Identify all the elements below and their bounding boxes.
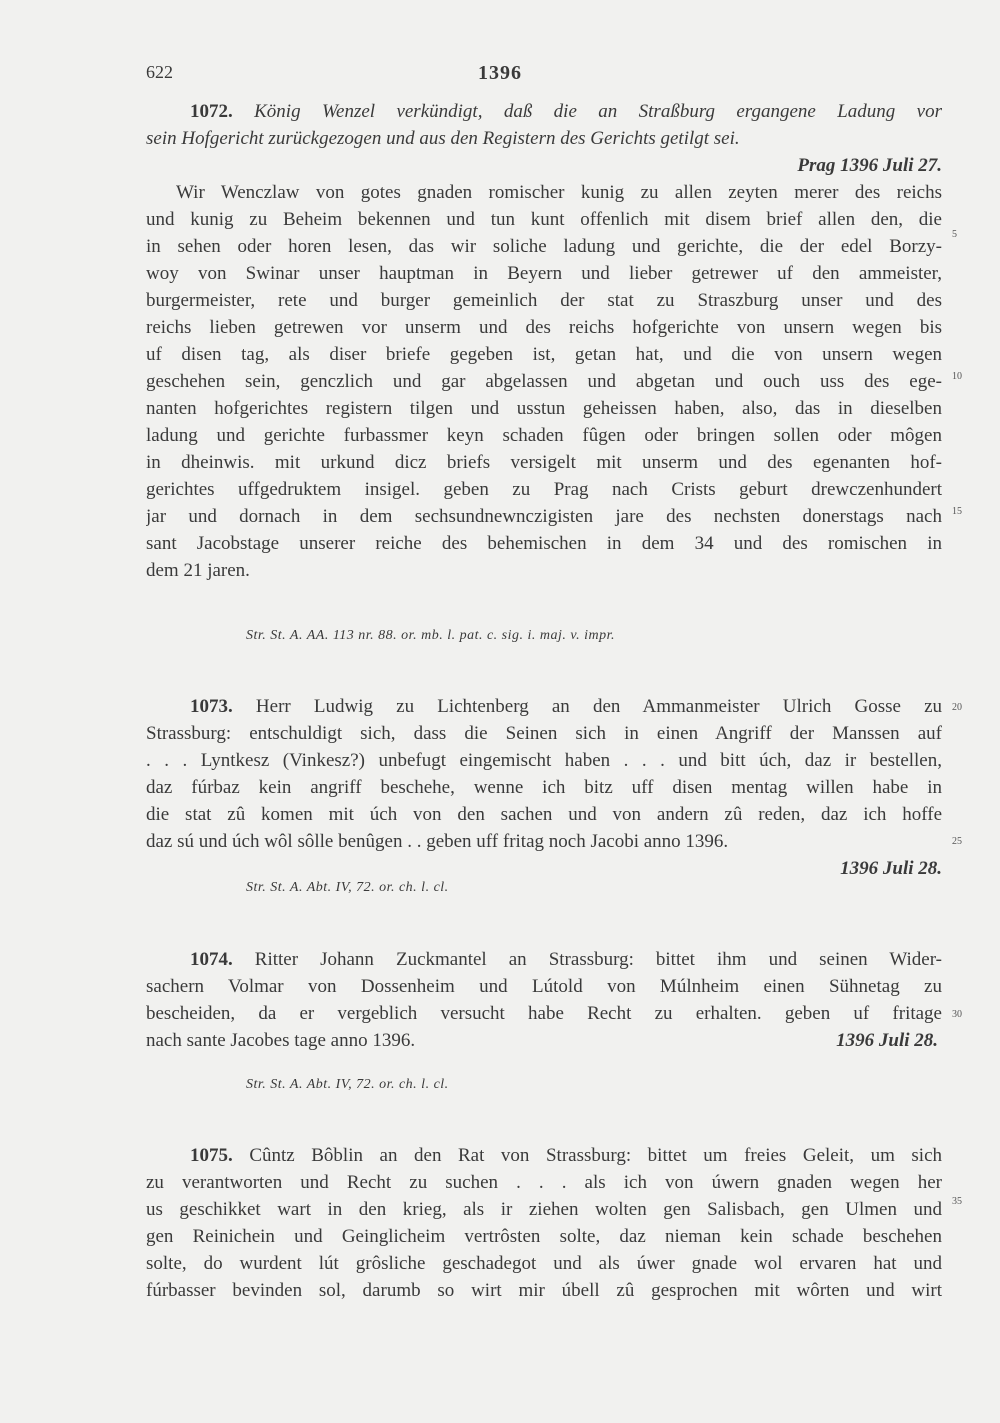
text-line: uf disen tag, als diser briefe gegeben ist, getan hat, und die von unsern wegen [146,344,942,365]
entry-date: Prag 1396 Juli 27. [797,155,942,176]
text-line: zu verantworten und Recht zu suchen . . . als ich von úwern gnaden wegen her [146,1172,942,1193]
text-line: bescheiden, da er vergeblich versucht habe Recht zu erhalten. geben uf fritage [146,1003,942,1024]
text-line: die stat zû komen mit úch von den sachen und von andern zû reden, daz ich hoffe [146,804,942,825]
text-line: fúrbasser bevinden sol, darumb so wirt mir úbell zû gesprochen mit wôrten und wirt [146,1280,942,1301]
margin-line-number: 30 [952,1009,962,1020]
entry-date: 1396 Juli 28. [836,1030,938,1051]
margin-line-number: 25 [952,836,962,847]
entry-number: 1073. [190,696,233,717]
text-line: burgermeister, rete und burger gemeinlich der stat zu Straszburg unser und des [146,290,942,311]
text-line: daz sú und úch wôl sôlle benûgen . . geben uff fritag noch Jacobi anno 1396. [146,831,729,852]
margin-line-number: 5 [952,229,957,240]
entry-1074 [146,946,942,1054]
running-header-year: 1396 [478,62,522,84]
text-line: sant Jacobstage unserer reiche des behemischen in dem 34 und des romischen in [146,533,942,554]
text-line: 1075. Cûntz Bôblin an den Rat von Strassburg: bittet um freies Geleit, um sich [190,1145,942,1166]
text-line: gen Reinichein und Geinglicheim vertrôsten solte, daz nieman kein schade beschehen [146,1226,942,1247]
text-line: in sehen oder horen lesen, das wir soliche ladung und gerichte, die der edel Borzy- [146,236,942,257]
text-line: us geschikket wart in den krieg, als ir ziehen wolten gen Salisbach, gen Ulmen und [146,1199,942,1220]
text-line: woy von Swinar unser hauptman in Beyern und lieber getrewer uf den ammeister, [146,263,942,284]
text-line: Wir Wenczlaw von gotes gnaden romischer kunig zu allen zeyten merer des reichs [176,182,942,203]
entry-number: 1072. [190,101,233,122]
text-line: ladung und gerichte furbassmer keyn schaden fûgen oder bringen sollen oder môgen [146,425,942,446]
text-line: reichs lieben getrewen vor unserm und des reichs hofgerichte von unsern wegen bis [146,317,942,338]
text-line: und kunig zu Beheim bekennen und tun kunt offenlich mit disem brief allen den, die [146,209,942,230]
text-line: Strassburg: entschuldigt sich, dass die Seinen sich in einen Angriff der Manssen auf [146,723,942,744]
entry-date: 1396 Juli 28. [840,858,942,879]
text-line: gerichtes uffgedruktem insigel. geben zu Prag nach Crists geburt drewczenhundert [146,479,942,500]
text-line: jar und dornach in dem sechsundnewnczigisten jare des nechsten donerstags nach [146,506,942,527]
text-line: geschehen sein, genczlich und gar abgelassen und abgetan und ouch uss des ege- [146,371,942,392]
entry-title-line: sein Hofgericht zurückgezogen und aus den Registern des Gerichts getilgt sei. [146,128,740,149]
page-number: 622 [146,62,173,82]
text-line: . . . Lyntkesz (Vinkesz?) unbefugt eingemischt haben . . . und bitt úch, daz ir bestellen, [146,750,942,771]
text-line: solte, do wurdent lút grôsliche geschadegot und als úwer gnade wol ervaren hat und [146,1253,942,1274]
source-citation: Str. St. A. Abt. IV, 72. or. ch. l. cl. [246,880,449,895]
source-citation: Str. St. A. Abt. IV, 72. or. ch. l. cl. [246,1077,449,1092]
margin-line-number: 35 [952,1196,962,1207]
text-line: 1074. Ritter Johann Zuckmantel an Strassburg: bittet ihm und seinen Wider- [190,949,942,970]
entry-1072 [146,98,942,584]
entry-1073 [146,693,942,882]
text-line: sachern Volmar von Dossenheim und Lútold von Múlnheim einen Sühnetag zu [146,976,942,997]
text-line: daz fúrbaz kein angriff beschehe, wenne ich bitz uff disen mentag willen habe in [146,777,942,798]
text-line: in dheinwis. mit urkund dicz briefs versigelt mit unserm und des egenanten hof- [146,452,942,473]
text-line: 1073. Herr Ludwig zu Lichtenberg an den Ammanmeister Ulrich Gosse zu [190,696,942,717]
entry-number: 1074. [190,949,233,970]
entry-number: 1075. [190,1145,233,1166]
source-citation: Str. St. A. AA. 113 nr. 88. or. mb. l. pat. c. sig. i. maj. v. impr. [246,628,615,643]
entry-1075 [146,1142,942,1304]
text-line: dem 21 jaren. [146,560,250,581]
text-line: nach sante Jacobes tage anno 1396. 1396 Juli 28. [146,1027,942,1054]
entry-title-line: 1072. König Wenzel verkündigt, daß die an Straßburg ergangene Ladung vor [190,101,942,122]
text-line: nanten hofgerichtes registern tilgen und usstun geheissen haben, also, das in dieselben [146,398,942,419]
margin-line-number: 15 [952,506,962,517]
margin-line-number: 10 [952,371,962,382]
margin-line-number: 20 [952,702,962,713]
